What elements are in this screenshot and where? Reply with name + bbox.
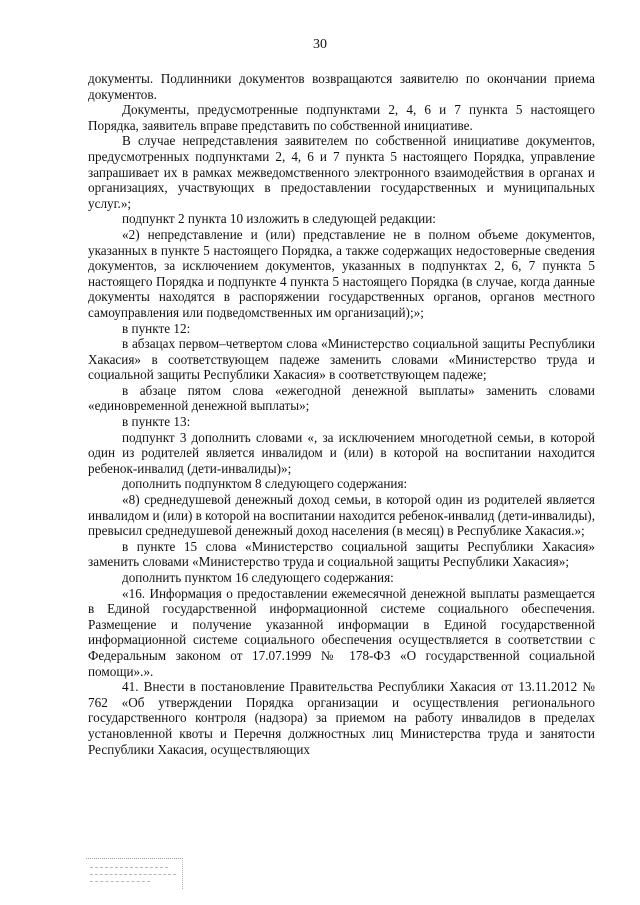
paragraph: дополнить подпунктом 8 следующего содержания: (122, 476, 408, 492)
paragraph: 41. Внести в постановление Правительства Республики Хакасия от 13.11.2012 № 762 «Об утверждении Порядка организации и осуществления регионального государственного контроля (надзора) за приемом на работу инвалидов в пределах установленной квоты и Перечня должностных лиц Министерства труда и занятости Республики Хакасия, осуществляющих (88, 679, 595, 757)
document-body (88, 71, 595, 757)
paragraph: в пункте 13: (122, 414, 191, 430)
paragraph: Документы, предусмотренные подпунктами 2, 4, 6 и 7 пункта 5 настоящего Порядка, заявитель вправе представить по собственной инициативе. (88, 102, 595, 133)
paragraph: «8) среднедушевой денежный доход семьи, в которой один из родителей является инвалидом и (или) в которой на воспитании находится ребенок-инвалид (дети-инвалиды), превысил среднедушевой денежный доход населения (в месяц) в Республике Хакасия.»; (88, 492, 595, 539)
stamp-mark (86, 858, 183, 889)
paragraph: в пункте 12: (122, 320, 191, 336)
paragraph: «2) непредставление и (или) представление не в полном объеме документов, указанных в пункте 5 настоящего Порядка, а также содержащих недостоверные сведения документов, за исключением документов, указанных в подпунктах 2, 6, 7 пункта 5 настоящего Порядка и подпункте 4 пункта 5 настоящего Порядка (в случае, когда данные документы находятся в распоряжении государственных органов, органов местного самоуправления или подведомственных им организаций);»; (88, 226, 595, 320)
paragraph: в абзацах первом–четвертом слова «Министерство социальной защиты Республики Хакасия» в соответствующем падеже заменить словами «Министерство труда и социальной защиты Республики Хакасия» в соответствующем падеже; (88, 336, 595, 383)
paragraph: В случае непредставления заявителем по собственной инициативе документов, предусмотренных подпунктами 2, 4, 6 и 7 пункта 5 настоящего Порядка, управление запрашивает их в рамках межведомственного электронного взаимодействия в органах и организациях, участвующих в предоставлении государственных и муниципальных услуг.»; (88, 133, 595, 211)
paragraph: дополнить пунктом 16 следующего содержания: (122, 570, 394, 585)
paragraph: документы. Подлинники документов возвращаются заявителю по окончании приема документов. (88, 71, 595, 102)
page-number: 30 (313, 37, 327, 52)
paragraph: подпункт 2 пункта 10 изложить в следующей редакции: (122, 211, 436, 227)
paragraph: «16. Информация о предоставлении ежемесячной денежной выплаты размещается в Единой государственной информационной системе социального обеспечения. Размещение и получение указанной информации в Единой государственной информационной системе социального обеспечения осуществляется в соответствии с Федеральным законом от 17.07.1999 № 178-ФЗ «О государственной социальной помощи».». (88, 585, 595, 679)
paragraph: подпункт 3 дополнить словами «, за исключением многодетной семьи, в которой один из родителей является инвалидом и (или) в которой на воспитании находится ребенок-инвалид (дети-инвалиды)»; (88, 429, 595, 476)
paragraph: в абзаце пятом слова «ежегодной денежной выплаты» заменить словами «единовременной денежной выплаты»; (88, 382, 595, 414)
paragraph: в пункте 15 слова «Министерство социальной защиты Республики Хакасия» заменить словами «Министерство труда и социальной защиты Республики Хакасия»; (88, 538, 595, 570)
